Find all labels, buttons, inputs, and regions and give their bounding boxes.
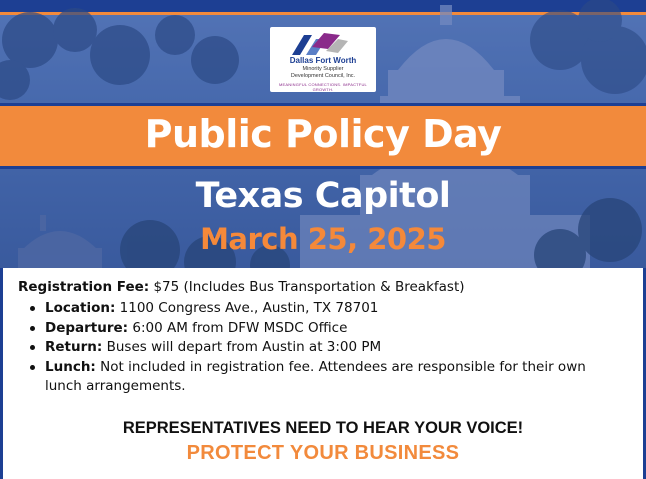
callout-heading: REPRESENTATIVES NEED TO HEAR YOUR VOICE!: [122, 419, 524, 437]
callout-subheading: PROTECT YOUR BUSINESS: [186, 442, 460, 464]
logo-mark-icon: [282, 31, 364, 57]
detail-label-lunch: Lunch:: [45, 358, 96, 375]
logo-tagline: MEANINGFUL CONNECTIONS. IMPACTFUL GROWTH.: [279, 82, 367, 92]
registration-fee-value: $75 (Includes Bus Transportation & Breakfast): [149, 279, 465, 295]
detail-value-location: 1100 Congress Ave., Austin, TX 78701: [115, 300, 379, 316]
detail-value-return: Buses will depart from Austin at 3:00 PM: [102, 339, 382, 355]
registration-fee-label: Registration Fee:: [18, 279, 150, 295]
list-item: [25, 319, 625, 339]
detail-value-departure: 6:00 AM from DFW MSDC Office: [128, 319, 348, 336]
logo-line-2: Minority Supplier: [302, 66, 344, 72]
logo-line-1: Dallas Fort Worth: [289, 56, 357, 65]
event-details-panel: [0, 268, 646, 479]
list-item: [25, 358, 625, 397]
registration-fee: [18, 279, 638, 295]
event-venue: Texas Capitol: [195, 176, 451, 216]
list-item: [25, 299, 625, 319]
event-date: March 25, 2025: [200, 222, 446, 256]
logo-line-3: Development Council, Inc.: [290, 73, 356, 79]
event-title: Public Policy Day: [144, 112, 502, 156]
details-list: [25, 299, 625, 397]
detail-value-lunch: Not included in registration fee. Attendees are responsible for their own lunch arrangements.: [45, 358, 586, 394]
detail-label-location: Location:: [45, 300, 116, 316]
detail-label-departure: Departure:: [45, 319, 129, 336]
dfw-msdc-logo: [270, 27, 376, 92]
detail-label-return: Return:: [45, 339, 103, 355]
title-band: [0, 103, 646, 169]
list-item: [25, 338, 625, 358]
